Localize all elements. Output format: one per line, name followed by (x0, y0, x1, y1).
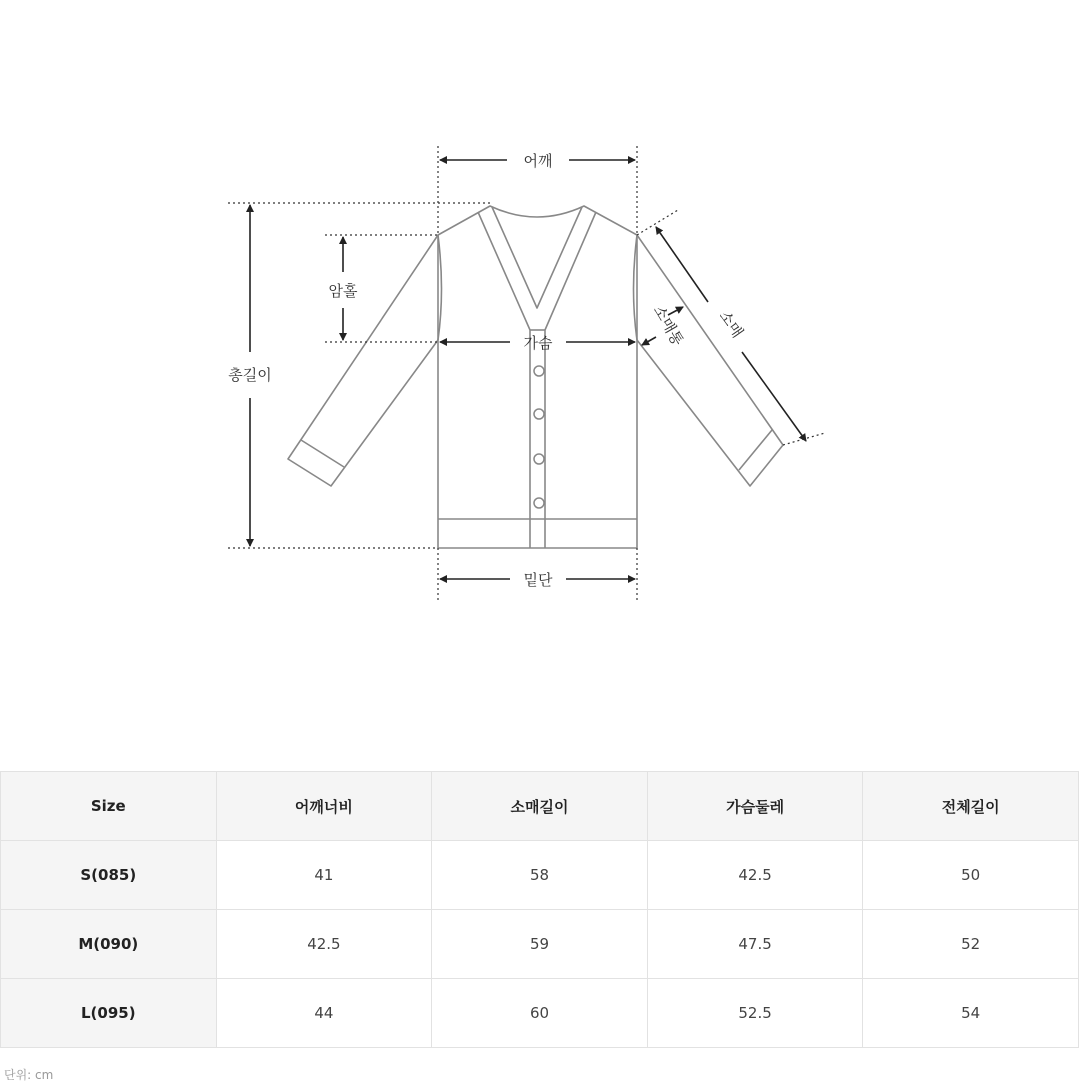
unit-note: 단위: cm (4, 1068, 54, 1082)
size-table (0, 771, 1079, 1048)
value-cell: 52 (863, 910, 1079, 979)
measurement-arrows (250, 160, 806, 579)
sleeve-width-label: 소매통 (649, 302, 687, 349)
sleeve-label: 소매 (715, 307, 747, 342)
sleeve-width-arrow-down (642, 337, 656, 345)
value-cell: 44 (216, 979, 432, 1048)
value-cell: 42.5 (216, 910, 432, 979)
header-chest: 가슴둘레 (647, 772, 863, 841)
table-row (1, 979, 1079, 1048)
size-cell: M(090) (1, 910, 217, 979)
value-cell: 50 (863, 841, 1079, 910)
sleeve-arrow-up (656, 227, 708, 302)
total-length-label: 총길이 (228, 366, 272, 384)
cardigan-outline (288, 206, 783, 548)
header-size: Size (1, 772, 217, 841)
chest-label: 가슴 (523, 334, 553, 352)
header-total-length: 전체길이 (863, 772, 1079, 841)
guide-lines (228, 146, 825, 603)
hem-label: 밑단 (523, 571, 553, 589)
header-shoulder-width: 어깨너비 (216, 772, 432, 841)
header-sleeve-length: 소매길이 (432, 772, 648, 841)
table-row (1, 841, 1079, 910)
size-cell: L(095) (1, 979, 217, 1048)
button-3 (534, 454, 544, 464)
sleeve-arrow-down (742, 352, 806, 441)
buttons (534, 366, 544, 508)
value-cell: 54 (863, 979, 1079, 1048)
shoulder-label: 어깨 (523, 152, 553, 170)
value-cell: 59 (432, 910, 648, 979)
value-cell: 41 (216, 841, 432, 910)
value-cell: 42.5 (647, 841, 863, 910)
value-cell: 60 (432, 979, 648, 1048)
value-cell: 58 (432, 841, 648, 910)
size-cell: S(085) (1, 841, 217, 910)
table-row (1, 910, 1079, 979)
armhole-label: 암홀 (328, 282, 358, 300)
button-1 (534, 366, 544, 376)
value-cell: 52.5 (647, 979, 863, 1048)
value-cell: 47.5 (647, 910, 863, 979)
button-4 (534, 498, 544, 508)
button-2 (534, 409, 544, 419)
table-header-row (1, 772, 1079, 841)
